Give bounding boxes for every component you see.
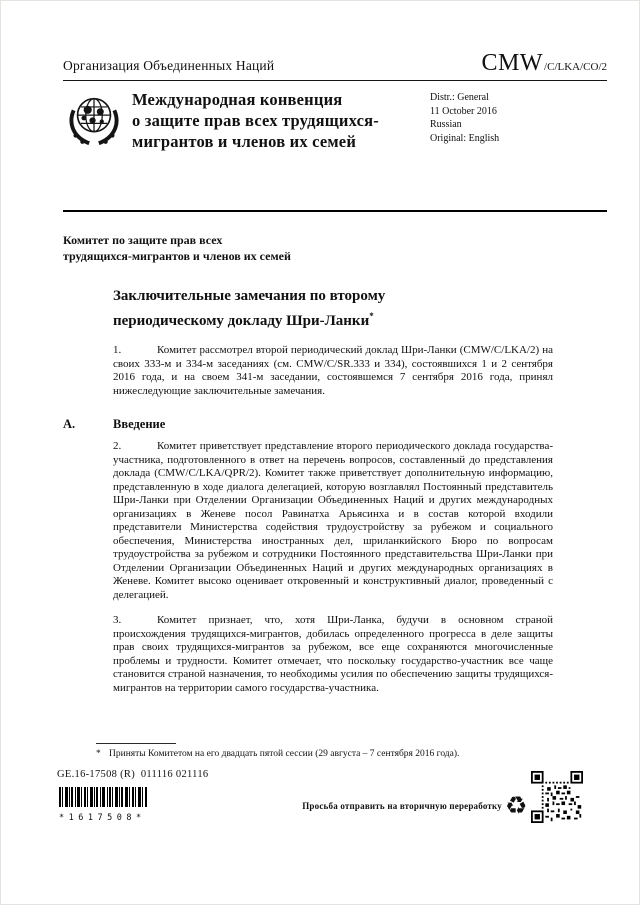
paragraph-3-number: 3.: [113, 614, 122, 626]
document-title-line1: Заключительные замечания по второму: [113, 288, 386, 304]
distr-original: Original: English: [430, 132, 500, 144]
committee-heading-line1: Комитет по защите прав всех: [63, 233, 223, 247]
barcode-block: [59, 787, 151, 823]
barcode-text: *1617508*: [59, 813, 146, 823]
footnote: [96, 748, 526, 760]
paragraph-1-text: Комитет рассмотрел второй периодический доклад Шри-Ланки (CMW/C/LKA/2) на своих 333-м и 334-м заседаниях (см. CMW/C/SR.333 и 334), состоявшихся 1 и 2 сентября 2016 года, и на своем 341-м заседании, состоявшемся 7 сентября 2016 года, принял нижеследующие заключительные замечания.: [113, 344, 553, 397]
paragraph-1: [113, 344, 553, 398]
footnote-marker: *: [96, 749, 101, 759]
qr-code-icon: [531, 771, 583, 823]
header-rule: [63, 80, 607, 81]
convention-title: [132, 89, 420, 152]
ge-document-number: GE.16-17508 (R) 011116 021116: [57, 769, 209, 780]
footnote-text: Приняты Комитетом на его двадцать пятой сессии (29 августа – 7 сентября 2016 года).: [109, 749, 460, 759]
recycle-icon: ♻: [505, 791, 528, 820]
section-rule: [63, 210, 607, 212]
paragraph-2-text: Комитет приветствует представление второго периодического доклада государства-участника, подготовленного в ответ на перечень вопросов, составленный до представления доклада (CMW/C/LKA/QPR/2). Комитет также приветствует дополнительную информацию, представленную в ходе диалога делегацией, которую возглавлял Постоянный представитель Шри-Ланки при Отделении Организации Объединенных Наций и других международных организациях в Женеве посол Равинатха Арьясинха и в состав которой входили представители Министерства содействия трудоустройству за рубежом и социального обеспечения, Министерства иностранных дел, шриланкийского Бюро по вопросам трудоустройства за рубежом и сотрудники Постоянного представительства Шри-Ланки при Отделении Организации Объединенных Наций и других международных организациях в Женеве. Комитет высоко оценивает откровенный и конструктивный диалог, проведенный с делегацией.: [113, 440, 553, 601]
convention-title-line2: о защите прав всех трудящихся-: [132, 111, 379, 130]
barcode-icon: [59, 787, 147, 807]
document-symbol-suffix: /C/LKA/CO/2: [544, 61, 607, 73]
paragraph-2: [113, 440, 553, 602]
document-title-line2-text: периодическому докладу Шри-Ланки: [113, 312, 370, 329]
document-symbol-main: CMW: [481, 50, 544, 76]
convention-title-line1: Международная конвенция: [132, 90, 343, 109]
document-symbol: [482, 50, 607, 77]
distribution-block: [430, 91, 499, 152]
title-footnote-marker: *: [369, 310, 374, 321]
paragraph-2-number: 2.: [113, 440, 122, 452]
un-emblem-icon: [63, 89, 125, 151]
paragraph-3-text: Комитет признает, что, хотя Шри-Ланка, будучи в основном страной происхождения трудящихся-мигрантов, добилась определенного прогресса в деле защиты прав своих трудящихся-мигрантов за рубежом, все еще сохраняются многочисленные проблемы и трудности. Комитет отмечает, что поскольку государство-участник все чаще становится страной назначения, то необходимы усилия по обеспечению защиты трудящихся-мигрантов на территории самого государства-участника.: [113, 614, 553, 694]
section-a-heading: [63, 417, 607, 432]
document-title-line2: [113, 307, 443, 332]
masthead: [63, 89, 607, 152]
committee-heading: [63, 233, 607, 264]
footnote-divider: [96, 743, 176, 744]
paragraph-1-number: 1.: [113, 344, 122, 356]
paragraph-3: [113, 614, 553, 695]
un-org-name: Организация Объединенных Наций: [63, 58, 275, 73]
recycle-notice: Просьба отправить на вторичную переработку: [302, 801, 502, 811]
distr-language: Russian: [430, 119, 462, 130]
page-header: [63, 50, 607, 77]
distr-type: Distr.: General: [430, 92, 489, 103]
distr-date: 11 October 2016: [430, 105, 497, 117]
document-title: [113, 287, 443, 331]
section-a-title: Введение: [113, 417, 166, 431]
section-a-label: A.: [63, 417, 76, 431]
convention-title-line3: мигрантов и членов их семей: [132, 132, 357, 151]
committee-heading-line2: трудящихся-мигрантов и членов их семей: [63, 248, 291, 263]
